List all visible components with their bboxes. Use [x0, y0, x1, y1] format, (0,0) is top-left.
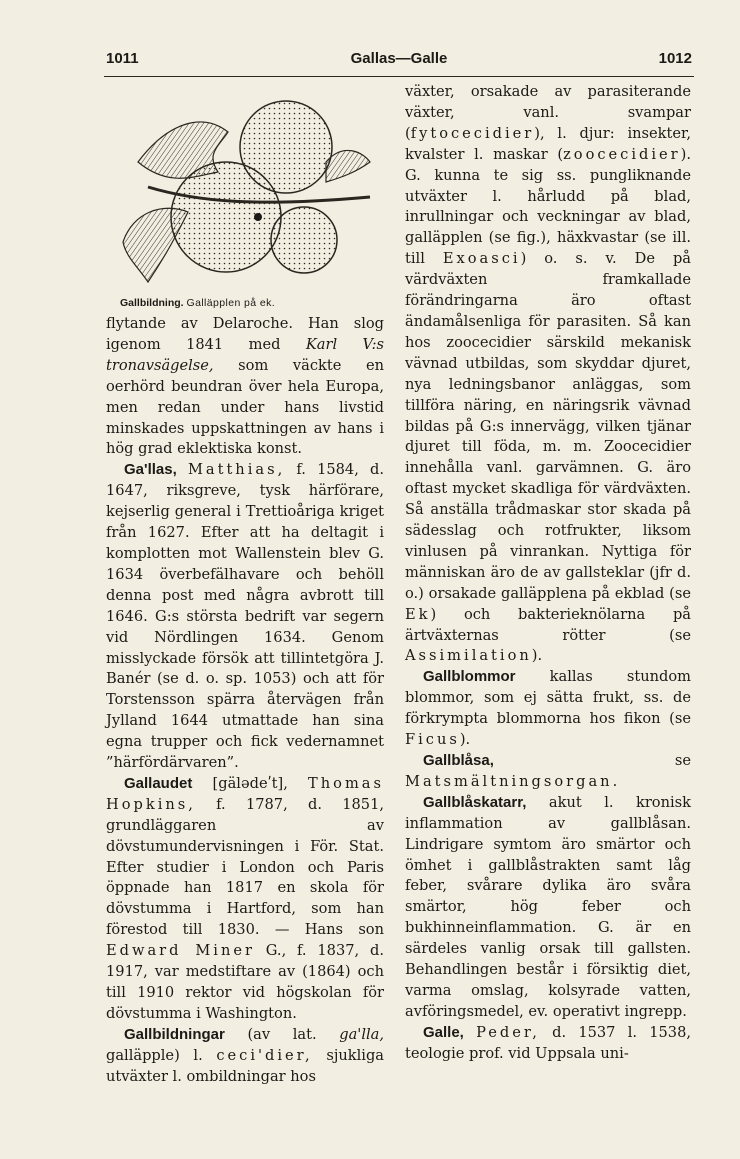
entry-gallbildningar: Gallbildningar (av lat. ga'lla, galläpple) l. ceci'dier, sjukliga utväxter l. ombildningar hos: [106, 1025, 384, 1085]
entry-gallblasa: Gallblåsa, se Matsmältningsorgan.: [405, 752, 691, 790]
gall-figure: [106, 92, 384, 294]
entry-gallaudet: Gallaudet [gälədeʹt], Thomas Hopkins, f. 1787, d. 1851, grundläggaren av dövstumundervisningen i För. Stat. Efter studier i London och Paris öppnade han 1817 en skola för dövstumma i Hartford, som han förestod till 1830. — Hans son Edward Miner G., f. 1837, d. 1917, var medstiftare av (1864) och till 1910 rektor vid högskolan för dövstumma i Washington.: [106, 774, 384, 1022]
entry-gallas: Ga'llas, Matthias, f. 1584, d. 1647, riksgreve, tysk härförare, kejserlig general i Trettioåriga kriget från 1627. Efter att ha deltagit i komplotten mot Wallenstein blev G. 1634 överbefälhavare och behöll denna post med några avbrott till 1646. G:s största bedrift var segern vid Nördlingen 1634. Genom misslyckade försök att tillintetgöra J. Banér (se d. o. sp. 1053) och att för Torstensson spärra återvägen från Jylland 1644 utmattade han sina egna trupper och fick vedernamnet ”härfördärvaren”.: [106, 461, 384, 772]
headword-gallblommor: Gallblommor: [423, 668, 516, 686]
header-title: Gallas—Galle: [350, 50, 448, 67]
header-rule: [104, 76, 694, 77]
continued-paragraph: flytande av Delaroche. Han slog igenom 1841 med Karl V:s tronavsägelse, som väckte en oerhörd beundran över hela Europa, men redan under hans livstid minskades uppskattningen av hans i hög grad eklektiska konst.: [106, 315, 384, 458]
entry-gallblaskatarr: Gallblåskatarr, akut l. kronisk inflammation av gallblåsan. Lindrigare symtom äro smärtor och ömhet i gallblåstrakten samt låg feber, svårare dylika äro svåra smärtor, hög feber och bukhinneinflammation. G. är en särdeles vanlig orsak till gallsten. Behandlingen består i försiktig diet, varma omslag, kolsyrade vatten, avföringsmedel, ev. operativt ingrepp.: [405, 793, 691, 1020]
caption-term: Gallbildning.: [120, 297, 184, 309]
running-header: [106, 50, 692, 72]
headword-gallblasa: Gallblåsa,: [423, 752, 494, 769]
entry-galle: Galle, Peder, d. 1537 l. 1538, teologie prof. vid Uppsala uni-: [405, 1023, 692, 1062]
entry-gallblommor: Gallblommor kallas stundom blommor, som ej sätta frukt, ss. de förkrympta blommorna hos fikon (se Ficus).: [405, 668, 691, 749]
headword-galle: Galle,: [423, 1023, 464, 1041]
figure-caption: [120, 296, 384, 310]
caption-description: Galläpplen på ek.: [186, 297, 276, 309]
headword-gallaudet: Gallaudet: [124, 774, 193, 792]
page-number-right: 1012: [658, 50, 692, 67]
headword-gallblaskatarr: Gallblåskatarr,: [423, 793, 527, 811]
continued-paragraph-right: växter, orsakade av parasiterande växter, vanl. svampar (fytocecidier), l. djur: insekter, kvalster l. maskar (zoocecidier). G. kunna te sig ss. pungliknande utväxter l. hårludd på blad, inrullningar och veckningar av blad, galläpplen (se fig.), häxkvastar (se ill. till Exoasci) o. s. v. De på värdväxten framkallade förändringarna äro oftast ändamålsenliga för parasiten. Så kan hos zoocecidier särskild mekanisk vävnad utbildas, som skyddar djuret, nya ledningsbanor anläggas, som tillföra näring, en näringsrik vävnad bildas på G:s innervägg, vilken tjänar djuret till föda, m. m. Zoocecidier innehålla vanl. garvämnen. G. äro oftast mycket skadliga för värdväxten. Så anställa trådmaskar stor skada på sädesslag och rotfrukter, liksom vinlusen på vinrankan. Nyttiga för människan äro de av gallsteklar (jfr d. o.) orsakade galläpplena på ekblad (se Ek) och bakterieknölarna på ärtväxternas rötter (se Assimilation).: [405, 83, 691, 665]
headword-gallbildningar: Gallbildningar: [124, 1025, 225, 1043]
headword-gallas: Ga'llas,: [124, 461, 177, 479]
oak-galls-illustration-icon: [108, 92, 380, 292]
page-number-left: 1011: [106, 50, 139, 67]
right-column: [405, 82, 691, 1065]
left-column: [106, 92, 384, 1088]
